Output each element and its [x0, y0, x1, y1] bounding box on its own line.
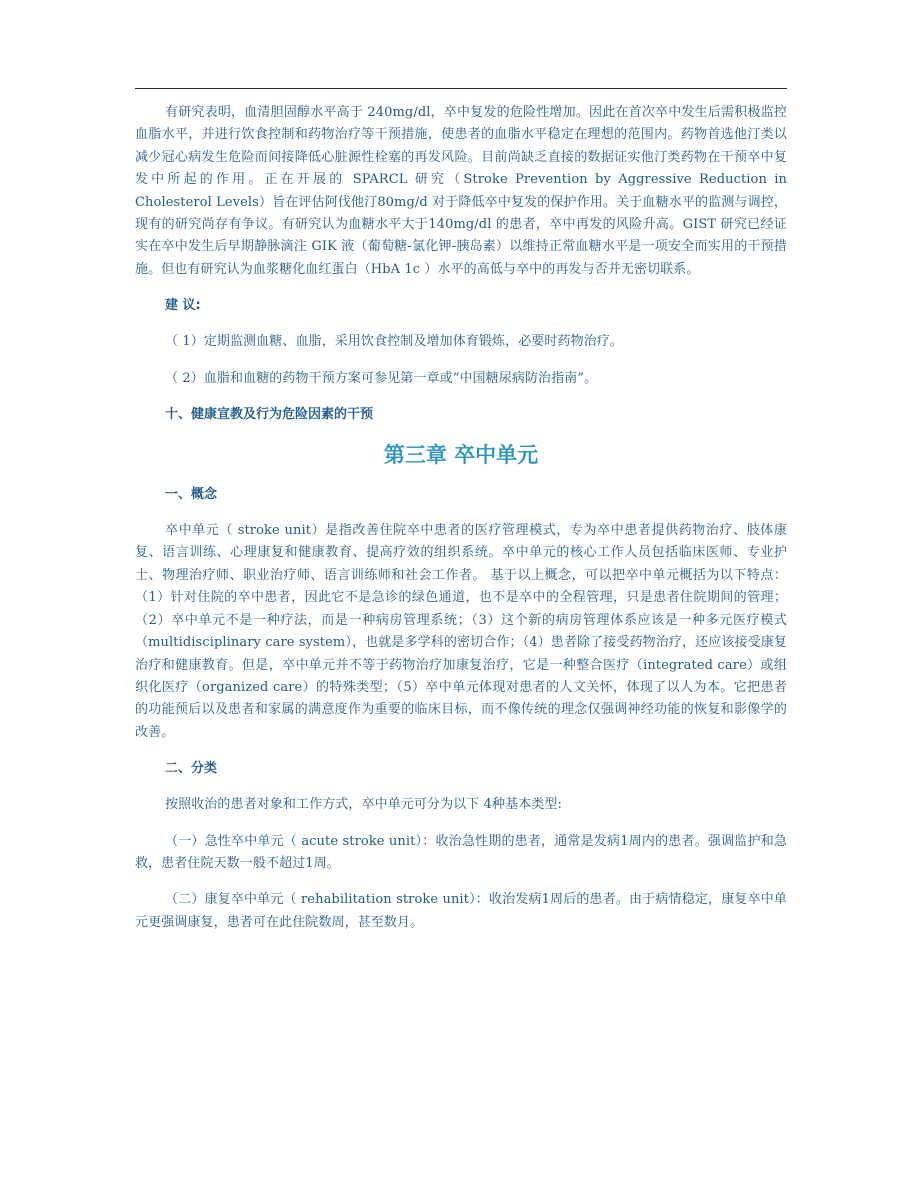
- section-10-heading: 十、健康宣教及行为危险因素的干预: [165, 407, 374, 423]
- concept-paragraph: 卒中单元（ stroke unit）是指改善住院卒中患者的医疗管理模式，专为卒中患者提供药物治疗、肢体康复、语言训练、心理康复和健康教育、提高疗效的组织系统。卒中单元的核心工作人员包括临床医师、专业护士、物理治疗师、职业治疗师、语言训练师和社会工作者。 基于以上概念，可以把卒中单元概括为以下特点：（1）针对住院的卒中患者，因此它不是急诊的绿色通道，也不是卒中的全程管理，只是患者住院期间的管理；（2）卒中单元不是一种疗法，而是一种病房管理系统；（3）这个新的病房管理体系应该是一种多元医疗模式（multidisciplinary care system），也就是多学科的密切合作；（4）患者除了接受药物治疗，还应该接受康复治疗和健康教育。但是，卒中单元并不等于药物治疗加康复治疗，它是一种整合医疗（integrated care）或组织化医疗（organized care）的特殊类型；（5）卒中单元体现对患者的人文关怀，体现了以人为本。它把患者的功能预后以及患者和家属的满意度作为重要的临床目标，而不像传统的理念仅强调神经功能的恢复和影像学的改善。: [135, 523, 787, 740]
- classification-heading: 二、分类: [165, 761, 218, 777]
- document-body: [135, 102, 787, 934]
- classification-rehabilitation: （二）康复卒中单元（ rehabilitation stroke unit）：收治发病1周后的患者。由于病情稳定，康复卒中单元更强调康复，患者可在此住院数周，甚至数月。: [135, 892, 787, 930]
- classification-acute: （一）急性卒中单元（ acute stroke unit）：收治急性期的患者，通常是发病1周内的患者。强调监护和急救，患者住院天数一般不超过1周。: [135, 833, 787, 871]
- suggestion-heading: 建 议:: [165, 298, 201, 314]
- suggestion-item-1: （ 1）定期监测血糖、血脂，采用饮食控制及增加体育锻炼，必要时药物治疗。: [165, 334, 624, 350]
- classification-intro: 按照收治的患者对象和工作方式，卒中单元可分为以下 4种基本类型:: [165, 797, 562, 813]
- header-rule: [135, 88, 787, 89]
- lipid-glucose-paragraph: 有研究表明，血清胆固醇水平高于 240mg/dl，卒中复发的危险性增加。因此在首次卒中发生后需积极监控血脂水平，并进行饮食控制和药物治疗等干预措施，使患者的血脂水平稳定在理想的范围内。药物首选他汀类以减少冠心病发生危险而间接降低心脏源性栓塞的再发风险。目前尚缺乏直接的数据证实他汀类药物在干预卒中复发中所起的作用。正在开展的 SPARCL 研究（Stroke Prevention by Aggressive Reduction in Cholesterol Levels）旨在评估阿伐他汀80mg/d 对于降低卒中复发的保护作用。关于血糖水平的监测与调控，现有的研究尚存有争议。有研究认为血糖水平大于140mg/dl 的患者，卒中再发的风险升高。GIST 研究已经证实在卒中发生后早期静脉滴注 GIK 液（葡萄糖-氯化钾-胰岛素）以维持正常血糖水平是一项安全而实用的干预措施。但也有研究认为血浆糖化血红蛋白（HbA 1c ）水平的高低与卒中的再发与否并无密切联系。: [135, 105, 787, 277]
- chapter-title: 第三章 卒中单元: [383, 443, 539, 468]
- concept-heading: 一、概念: [165, 487, 218, 503]
- suggestion-item-2: （ 2）血脂和血糖的药物干预方案可参见第一章或“中国糖尿病防治指南”。: [165, 370, 598, 386]
